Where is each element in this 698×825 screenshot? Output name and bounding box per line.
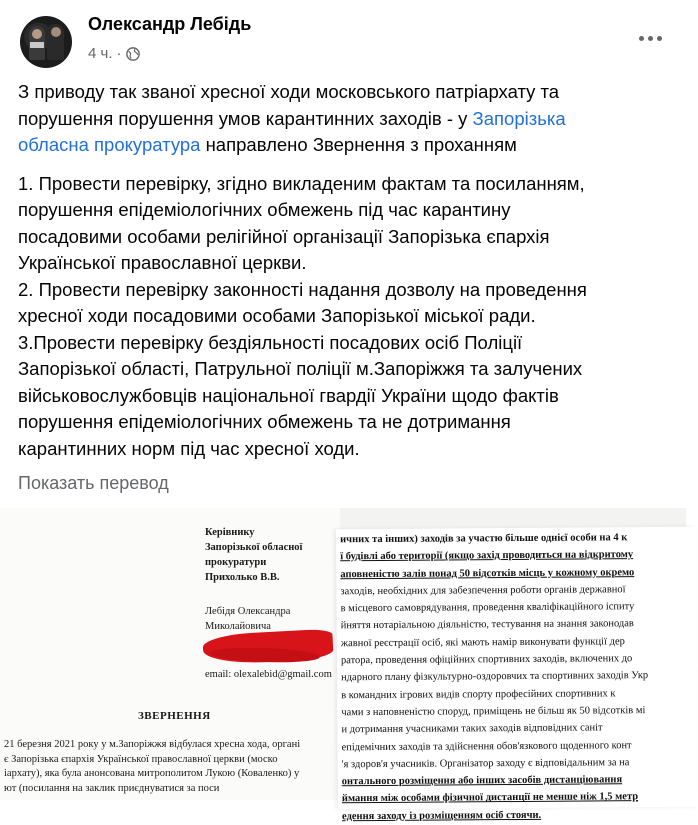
meta-separator: · xyxy=(116,45,122,62)
show-translation-link[interactable]: Показать перевод xyxy=(18,473,169,493)
document-line: чами з наповненістю споруд, приміщень не більш як 50 відсотків мі xyxy=(341,705,646,719)
document-line: ндарного плану фізкультурно-оздоровчих та спортивних заходів Укр xyxy=(341,670,649,684)
document-email: email: olexalebid@gmail.com xyxy=(205,669,332,680)
list-line: порушення епідеміологічних обмежень та не дотримання xyxy=(18,411,511,432)
post-text xyxy=(18,79,678,474)
document-title: ЗВЕРНЕННЯ xyxy=(138,710,211,722)
list-line: карантинних норм під час хресної ходи. xyxy=(18,437,360,459)
document-line: онтального розміщення або інших засобів дистанціювання xyxy=(341,774,623,788)
text-line xyxy=(18,106,678,133)
addressee-line: прокуратури xyxy=(205,557,267,568)
list-line: військовослужбовців національної гвардії України щодо фактів xyxy=(18,384,559,406)
prosecutor-office-link-cont[interactable]: обласна прокуратура xyxy=(18,134,201,155)
document-line: іархату), яка була анонсована митрополитом Лукою (Коваленко) у xyxy=(4,768,300,780)
document-line: 21 березня 2021 року у м.Запоріжжя відбулася хресна хода, органі xyxy=(4,739,301,750)
addressee-line: Прихолько В.В. xyxy=(205,572,280,583)
document-line: едення заходу із розміщенням осіб стоячи. xyxy=(341,809,542,822)
document-line: в командних ігрових видів спорту професійних спортивних к xyxy=(341,687,616,701)
document-line: епідемічних заходів та здійснення обов'язкового щоденного конт xyxy=(341,739,632,753)
document-line: є Запорізька єпархія Української православної церкви (моско xyxy=(4,753,278,765)
addressee-line: Керівнику xyxy=(205,527,255,538)
document-line: ратора, проведення офіційних спортивних заходів, включених до xyxy=(340,653,633,667)
document-line: жавної реєстрації осіб, які мають намір виконувати функції дер xyxy=(340,636,625,650)
document-line: в місцевого самоврядування, проведення кваліфікаційного іспиту xyxy=(340,601,635,615)
post-time[interactable]: 4 ч. xyxy=(88,45,113,62)
document-line: ичних та інших) заходів за участю більше однієї особи на 4 к xyxy=(340,532,628,546)
document-line: ют (посилання на заклик приєднуватися за поси xyxy=(4,782,220,794)
document-line: йняття нотаріальною діяльністю, тестування на знання законодав xyxy=(340,618,634,632)
list-line: 2. Провести перевірку законності надання дозволу на проведення xyxy=(18,278,587,300)
author-name[interactable]: Олександр Лебідь xyxy=(88,14,252,34)
post-header xyxy=(16,12,670,68)
text-fragment: направлено Звернення з проханням xyxy=(200,134,517,155)
document-sender xyxy=(205,604,290,634)
author-avatar[interactable] xyxy=(20,16,72,68)
list-line: 3.Провести перевірку бездіяльності посадових осіб Поліції xyxy=(18,331,523,353)
document-line: ї будівлі або території (якщо захід проводиться на відкритому xyxy=(340,549,634,563)
list-line: порушення епідеміологічних обмежень під час карантину xyxy=(18,199,511,220)
more-options-icon[interactable] xyxy=(632,24,668,52)
list-line: Запорізької області, Патрульної поліції м.Запоріжжя та залучених xyxy=(18,358,583,379)
post-meta xyxy=(88,45,140,62)
text-fragment: порушення порушення умов карантинних заходів - у xyxy=(18,107,473,129)
document-line: 'я здоров'я учасників. Організатор заходу є відповідальним за на xyxy=(341,757,630,771)
addressee-line: Запорізької обласної xyxy=(205,542,303,553)
text-line xyxy=(18,132,678,159)
globe-icon[interactable] xyxy=(126,47,140,61)
post-paragraph-intro xyxy=(18,79,678,159)
post-attached-image[interactable] xyxy=(0,508,686,822)
list-line: посадовими особами релігійної організації Запорізька єпархія xyxy=(18,225,550,247)
sender-line: Миколайовича xyxy=(205,621,271,632)
document-line: заходів, необхідних для забезпечення роботи органів державної xyxy=(340,584,626,598)
document-addressee xyxy=(205,525,302,585)
text-line: З приводу так званої хресної ходи московського патріархату та xyxy=(18,81,560,102)
list-line: 1. Провести перевірку, згідно викладеним фактам та посиланням, xyxy=(18,172,585,194)
document-line: аповненістю залів понад 50 відсотків місць у кожному окремо xyxy=(340,566,635,580)
document-page-right xyxy=(336,527,698,822)
document-page-left xyxy=(0,508,340,800)
list-line: хресної ходи посадовими особами Запорізької міської ради. xyxy=(18,305,536,326)
prosecutor-office-link[interactable]: Запорізька xyxy=(472,107,566,129)
document-right-body xyxy=(340,529,692,825)
sender-line: Лебідя Олександра xyxy=(205,606,291,617)
document-body xyxy=(4,738,338,796)
document-line: и дотримання учасниками таких заходів відповідних саніт xyxy=(341,722,603,736)
list-line: Української православної церкви. xyxy=(18,252,307,273)
document-line: ймання між особами фізичної дистанції не менше ніж 1,5 метр xyxy=(341,791,639,805)
post-paragraph-list xyxy=(18,171,678,463)
